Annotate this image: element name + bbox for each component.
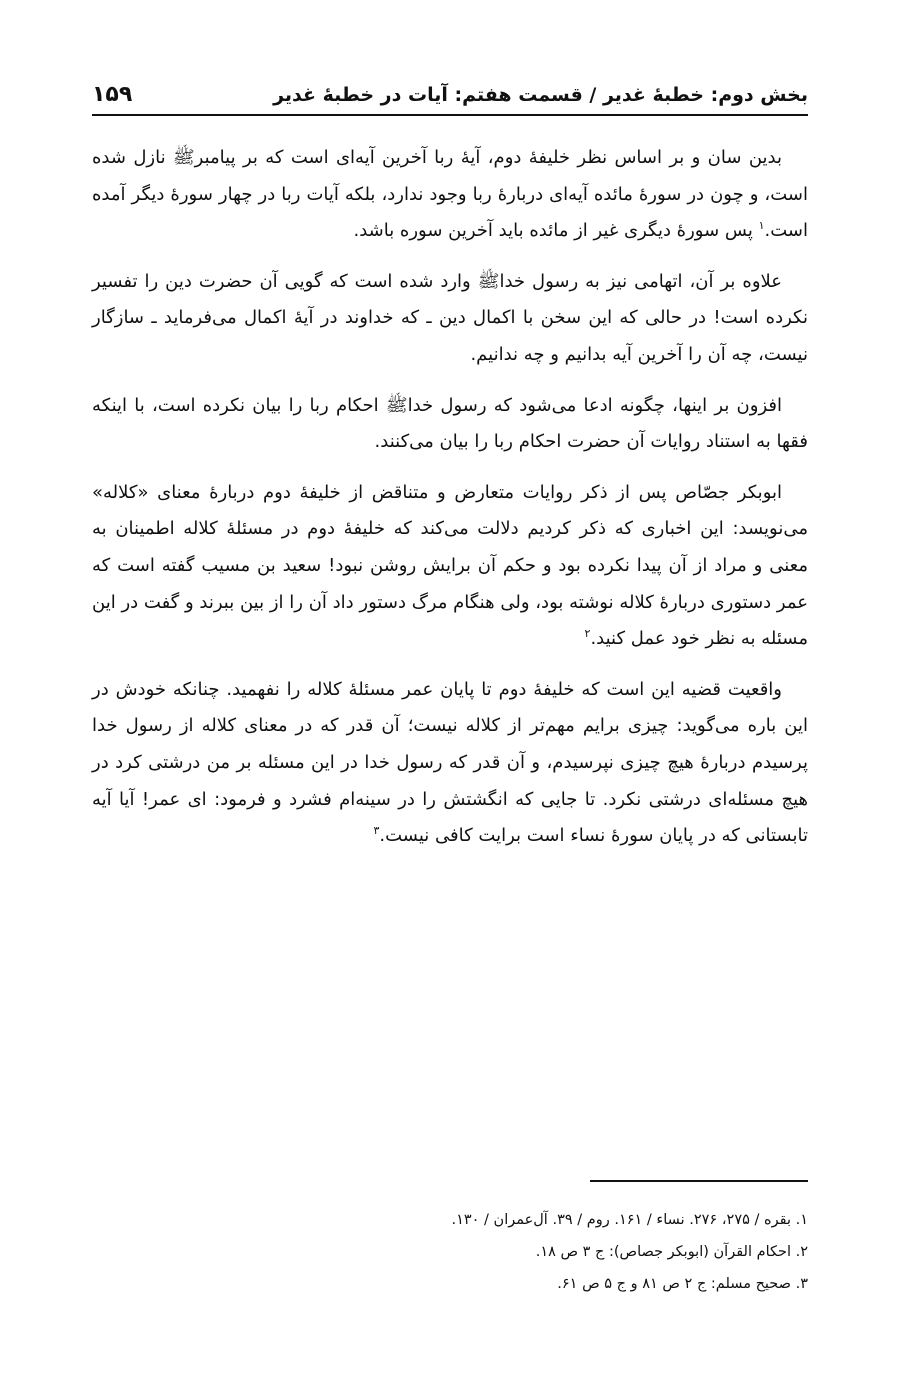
- header-rule: [92, 114, 808, 116]
- footnote-rule: [590, 1180, 808, 1182]
- footnote-ref: ۳: [373, 824, 380, 838]
- paragraph: واقعیت قضیه این است که خلیفۀ دوم تا پایان عمر مسئلۀ کلاله را نفهمید. چنانکه خودش در این باره می‌گوید: چیزی برایم مهم‌تر از کلاله نیست؛ آن قدر که در معنای کلاله از رسول خدا پرسیدم دربارۀ هیچ چیزی نپرسیدم، و آن قدر که رسول خدا در این مسئله بر من درشتی کرد در هیچ مسئله‌ای درشتی نکرد. تا جایی که انگشتش را در سینه‌ام فشرد و فرمود: ای عمر! آیا آیه تابستانی که در پایان سورۀ نساء است برایت کافی نیست.$^۳$: [92, 678, 808, 847]
- footnote: ۱. بقره / ۲۷۵، ۲۷۶. نساء / ۱۶۱. روم / ۳۹. آل‌عمران / ۱۳۰.: [451, 1212, 808, 1228]
- page-header: [92, 70, 808, 110]
- paragraph: افزون بر اینها، چگونه ادعا می‌شود که رسول خداﷺ احکام ربا را بیان نکرده است، با اینکه فقها به استناد روایات آن حضرت احکام ربا را بیان می‌کنند.: [92, 394, 808, 453]
- footnote: ۲. احکام القرآن (ابوبکر جصاص): ج ۳ ص ۱۸.: [535, 1244, 808, 1260]
- running-title: بخش دوم: خطبۀ غدیر / قسمت هفتم: آیات در خطبۀ غدیر: [273, 84, 808, 106]
- page-number: ۱۵۹: [92, 82, 133, 107]
- body-text: [92, 140, 808, 869]
- footnote: ۳. صحیح مسلم: ج ۲ ص ۸۱ و ج ۵ ص ۶۱.: [557, 1276, 808, 1292]
- paragraph: علاوه بر آن، اتهامی نیز به رسول خداﷺ وارد شده است که گویی آن حضرت دین را تفسیر نکرده است! در حالی که این سخن با اکمال دین ـ که خداوند در آیۀ اکمال می‌فرماید ـ سازگار نیست، چه آن را آخرین آیه بدانیم و چه ندانیم.: [92, 270, 808, 365]
- footnotes: [92, 1204, 808, 1300]
- paragraph: ابوبکر جصّاص پس از ذکر روایات متعارض و متناقض از خلیفۀ دوم دربارۀ معنای «کلاله» می‌نویسد: این اخباری که ذکر کردیم دلالت می‌کند که خلیفۀ دوم در مسئلۀ کلاله اطمینان به معنی و مراد از آن پیدا نکرده بود و حکم آن برایش روشن نبود! سعید بن مسیب گفته است که عمر دستوری دربارۀ کلاله نوشته بود، ولی هنگام مرگ دستور داد آن را از بین ببرند و گفت در این مسئله به نظر خود عمل کنید.$^۲$: [92, 481, 808, 650]
- paragraph: بدین سان و بر اساس نظر خلیفۀ دوم، آیۀ ربا آخرین آیه‌ای است که بر پیامبرﷺ نازل شده است، و چون در سورۀ مائده آیه‌ای دربارۀ ربا وجود ندارد، بلکه آیات ربا در چهار سورۀ دیگر آمده است.$^۱$ پس سورۀ دیگری غیر از مائده باید آخرین سوره باشد.: [92, 147, 808, 242]
- footnote-ref: ۲: [584, 627, 591, 641]
- footnote-ref: ۱: [758, 219, 765, 233]
